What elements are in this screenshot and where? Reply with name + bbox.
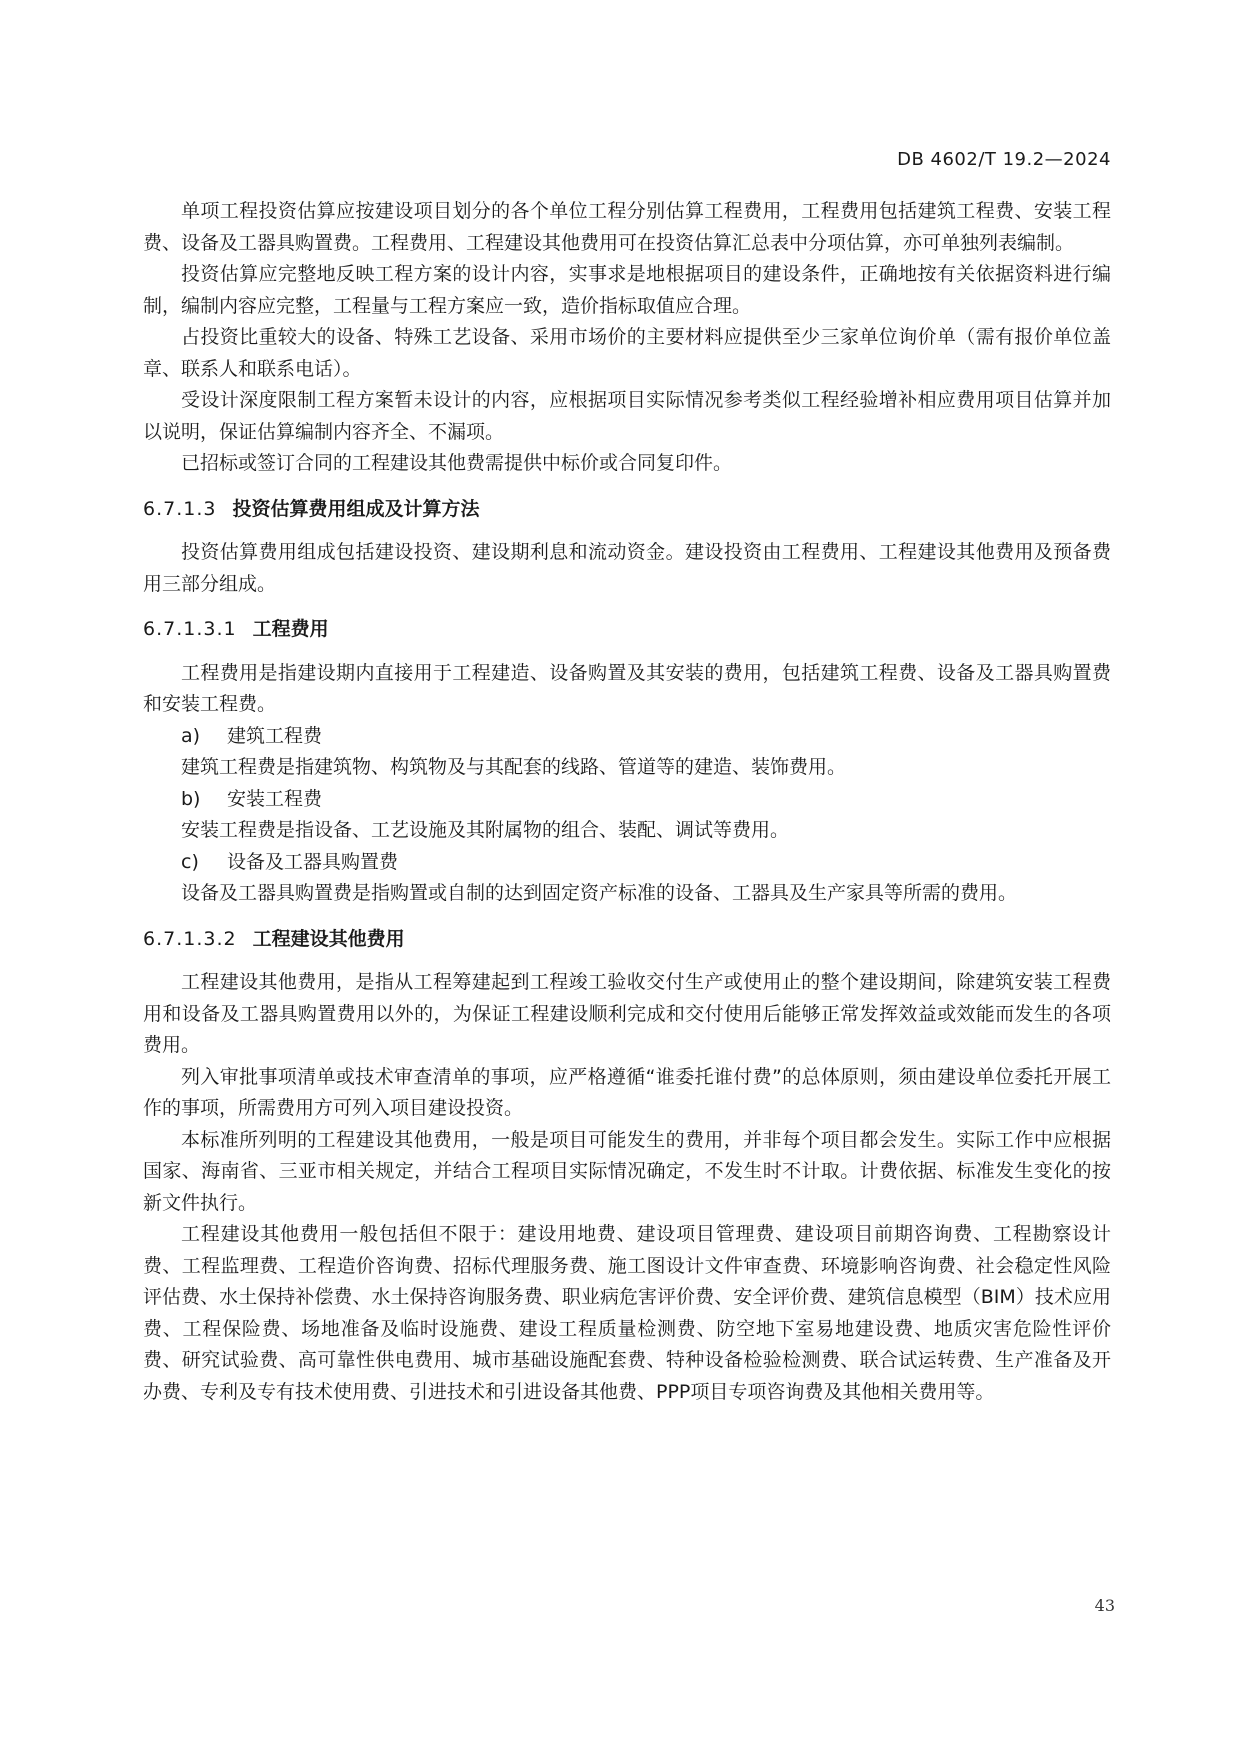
section-paragraph: 列入审批事项清单或技术审查清单的事项，应严格遵循“谁委托谁付费”的总体原则，须由建设单位委托开展工作的事项，所需费用方可列入项目建设投资。 [143,1065,1111,1119]
section-title: 投资估算费用组成及计算方法 [232,497,480,520]
section-paragraph: 工程建设其他费用，是指从工程筹建起到工程竣工验收交付生产或使用止的整个建设期间，除建筑安装工程费用和设备及工器具购置费用以外的，为保证工程建设顺利完成和交付使用后能够正常发挥效益或效能而发生的各项费用。 [143,971,1111,1056]
list-item-title: 建筑工程费 [227,724,323,747]
intro-paragraph: 投资估算应完整地反映工程方案的设计内容，实事求是地根据项目的建设条件，正确地按有关依据资料进行编制，编制内容应完整，工程量与工程方案应一致，造价指标取值应合理。 [143,263,1111,317]
page-content [143,196,1111,1408]
section-paragraph: 本标准所列明的工程建设其他费用，一般是项目可能发生的费用，并非每个项目都会发生。实际工作中应根据国家、海南省、三亚市相关规定，并结合工程项目实际情况确定，不发生时不计取。计费依据、标准发生变化的按新文件执行。 [143,1128,1111,1214]
list-marker: b) [181,787,201,810]
list-item-b [143,784,1111,816]
intro-paragraph: 占投资比重较大的设备、特殊工艺设备、采用市场价的主要材料应提供至少三家单位询价单（需有报价单位盖章、联系人和联系电话）。 [143,326,1111,380]
intro-paragraph: 受设计深度限制工程方案暂未设计的内容，应根据项目实际情况参考类似工程经验增补相应费用项目估算并加以说明，保证估算编制内容齐全、不漏项。 [143,389,1111,443]
intro-paragraph: 已招标或签订合同的工程建设其他费需提供中标价或合同复印件。 [181,452,733,474]
list-marker: a) [181,724,201,747]
list-marker: c) [181,850,199,873]
section-title: 工程建设其他费用 [252,927,405,950]
section-heading-6-7-1-3-1 [143,614,1111,646]
list-item-c [143,847,1111,879]
section-paragraph: 工程建设其他费用一般包括但不限于：建设用地费、建设项目管理费、建设项目前期咨询费、工程勘察设计费、工程监理费、工程造价咨询费、招标代理服务费、施工图设计文件审查费、环境影响咨询费、社会稳定性风险评估费、水土保持补偿费、水土保持咨询服务费、职业病危害评价费、安全评价费、建筑信息模型（BIM）技术应用费、工程保险费、场地准备及临时设施费、建设工程质量检测费、防空地下室易地建设费、地质灾害危险性评价费、研究试验费、高可靠性供电费用、城市基础设施配套费、特种设备检验检测费、联合试运转费、生产准备及开办费、专利及专有技术使用费、引进技术和引进设备其他费、PPP项目专项咨询费及其他相关费用等。 [143,1223,1111,1403]
list-item-description: 设备及工器具购置费是指购置或自制的达到固定资产标准的设备、工器具及生产家具等所需的费用。 [181,882,1018,904]
list-item-description: 建筑工程费是指建筑物、构筑物及与其配套的线路、管道等的建造、装饰费用。 [181,756,847,778]
section-number: 6.7.1.3.2 [143,927,237,950]
section-paragraph: 投资估算费用组成包括建设投资、建设期利息和流动资金。建设投资由工程费用、工程建设其他费用及预备费用三部分组成。 [143,541,1111,595]
list-item-description: 安装工程费是指设备、工艺设施及其附属物的组合、装配、调试等费用。 [181,819,790,841]
section-number: 6.7.1.3 [143,497,217,520]
intro-paragraph: 单项工程投资估算应按建设项目划分的各个单位工程分别估算工程费用，工程费用包括建筑工程费、安装工程费、设备及工器具购置费。工程费用、工程建设其他费用可在投资估算汇总表中分项估算，亦可单独列表编制。 [143,200,1111,254]
section-paragraph: 工程费用是指建设期内直接用于工程建造、设备购置及其安装的费用，包括建筑工程费、设备及工器具购置费和安装工程费。 [143,661,1111,715]
list-item-title: 设备及工器具购置费 [227,850,399,873]
page-number: 43 [1094,1596,1115,1615]
section-title: 工程费用 [252,618,329,640]
section-heading-6-7-1-3 [143,494,1111,526]
section-number: 6.7.1.3.1 [143,618,237,640]
standard-code: DB 4602/T 19.2—2024 [897,149,1111,170]
list-item-title: 安装工程费 [227,787,323,810]
section-heading-6-7-1-3-2 [143,924,1111,956]
list-item-a [143,721,1111,753]
